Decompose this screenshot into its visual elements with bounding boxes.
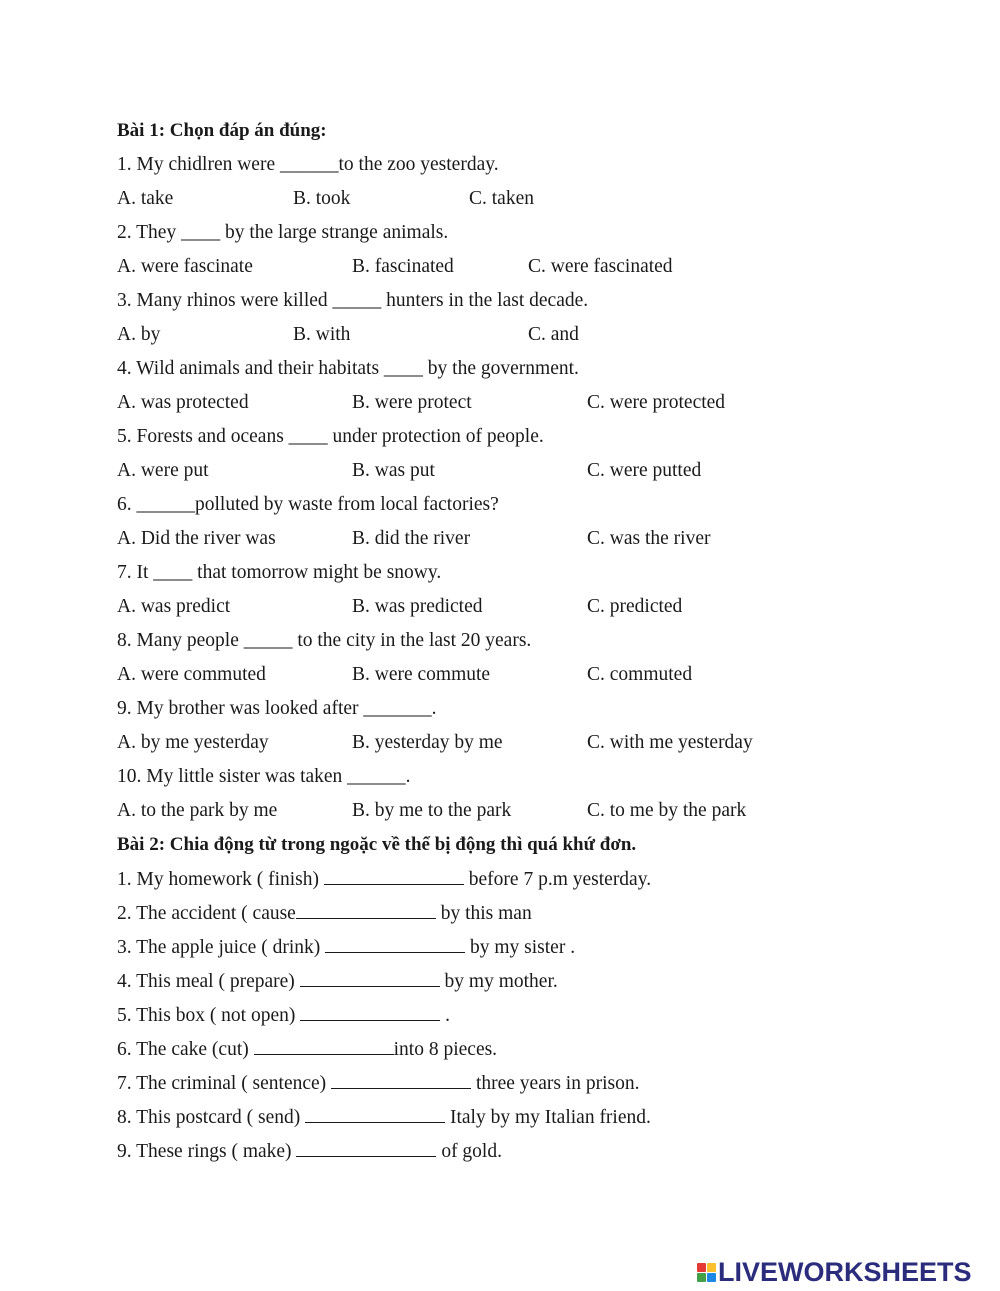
answer-blank[interactable] bbox=[296, 900, 436, 919]
item-rest: . bbox=[440, 1005, 451, 1026]
liveworksheets-logo bbox=[697, 1257, 972, 1288]
fill-in-item bbox=[117, 1104, 937, 1138]
fill-in-item bbox=[117, 866, 937, 900]
fill-in-item bbox=[117, 1138, 937, 1172]
option-a[interactable]: A. were commuted bbox=[117, 664, 266, 685]
option-c[interactable]: C. with me yesterday bbox=[587, 732, 753, 753]
question-stem: 3. Many rhinos were killed _____ hunters in the last decade. bbox=[117, 290, 589, 311]
question-stem: 7. It ____ that tomorrow might be snowy. bbox=[117, 562, 442, 583]
option-a[interactable]: A. were fascinate bbox=[117, 256, 253, 277]
liveworksheets-logo-icon bbox=[697, 1263, 716, 1282]
answer-blank[interactable] bbox=[296, 1138, 436, 1157]
logo-square-green bbox=[697, 1273, 706, 1282]
logo-square-blue bbox=[707, 1273, 716, 1282]
option-b[interactable]: B. took bbox=[293, 188, 351, 209]
option-c[interactable]: C. taken bbox=[469, 188, 534, 209]
option-b[interactable]: B. yesterday by me bbox=[352, 732, 503, 753]
option-b[interactable]: B. with bbox=[293, 324, 351, 345]
option-b[interactable]: B. fascinated bbox=[352, 256, 454, 277]
question-options bbox=[117, 254, 937, 288]
question-stem: 1. My chidlren were ______to the zoo yesterday. bbox=[117, 154, 499, 175]
fill-in-item bbox=[117, 1002, 937, 1036]
option-a[interactable]: A. by me yesterday bbox=[117, 732, 269, 753]
question-options bbox=[117, 730, 937, 764]
option-c[interactable]: C. to me by the park bbox=[587, 800, 747, 821]
option-b[interactable]: B. was predicted bbox=[352, 596, 483, 617]
question-stem: 5. Forests and oceans ____ under protection of people. bbox=[117, 426, 544, 447]
answer-blank[interactable] bbox=[305, 1104, 445, 1123]
option-c[interactable]: C. predicted bbox=[587, 596, 683, 617]
logo-square-red bbox=[697, 1263, 706, 1272]
item-prompt: 5. This box ( not open) bbox=[117, 1005, 301, 1026]
answer-blank[interactable] bbox=[325, 934, 465, 953]
item-rest: Italy by my Italian friend. bbox=[445, 1107, 651, 1128]
question-stem: 8. Many people _____ to the city in the last 20 years. bbox=[117, 630, 532, 651]
question-stem: 4. Wild animals and their habitats ____ by the government. bbox=[117, 358, 579, 379]
item-prompt: 4. This meal ( prepare) bbox=[117, 971, 300, 992]
option-a[interactable]: A. to the park by me bbox=[117, 800, 278, 821]
question-stem: 10. My little sister was taken ______. bbox=[117, 766, 411, 787]
question-stem: 2. They ____ by the large strange animals. bbox=[117, 222, 449, 243]
logo-square-yellow bbox=[707, 1263, 716, 1272]
fill-in-item bbox=[117, 1070, 937, 1104]
fill-in-item bbox=[117, 1036, 937, 1070]
option-c[interactable]: C. was the river bbox=[587, 528, 711, 549]
option-c[interactable]: C. were protected bbox=[587, 392, 726, 413]
question-stem: 6. ______polluted by waste from local factories? bbox=[117, 494, 499, 515]
answer-blank[interactable] bbox=[254, 1036, 394, 1055]
item-prompt: 6. The cake (cut) bbox=[117, 1039, 254, 1060]
option-c[interactable]: C. commuted bbox=[587, 664, 693, 685]
option-a[interactable]: A. was protected bbox=[117, 392, 249, 413]
option-a[interactable]: A. by bbox=[117, 324, 161, 345]
exercise-2-questions bbox=[117, 866, 937, 1172]
option-c[interactable]: C. were putted bbox=[587, 460, 702, 481]
answer-blank[interactable] bbox=[300, 1002, 440, 1021]
item-rest: of gold. bbox=[436, 1141, 502, 1162]
exercise-1-questions bbox=[117, 152, 937, 832]
question-stem: 9. My brother was looked after _______. bbox=[117, 698, 437, 719]
question-options bbox=[117, 186, 937, 220]
question-options bbox=[117, 594, 937, 628]
item-prompt: 9. These rings ( make) bbox=[117, 1141, 297, 1162]
item-rest: by my mother. bbox=[439, 971, 558, 992]
question-options bbox=[117, 322, 937, 356]
item-rest: before 7 p.m yesterday. bbox=[463, 869, 652, 890]
item-prompt: 2. The accident ( cause bbox=[117, 903, 296, 924]
question-options bbox=[117, 458, 937, 492]
question-options bbox=[117, 390, 937, 424]
brand-name: LIVEWORKSHEETS bbox=[718, 1257, 972, 1287]
option-b[interactable]: B. by me to the park bbox=[352, 800, 512, 821]
question-options bbox=[117, 662, 937, 696]
fill-in-item bbox=[117, 968, 937, 1002]
option-b[interactable]: B. were commute bbox=[352, 664, 491, 685]
option-c[interactable]: C. and bbox=[528, 324, 579, 345]
item-rest: by my sister . bbox=[465, 937, 576, 958]
option-a[interactable]: A. Did the river was bbox=[117, 528, 276, 549]
answer-blank[interactable] bbox=[324, 866, 464, 885]
worksheet bbox=[117, 118, 937, 1172]
option-a[interactable]: A. was predict bbox=[117, 596, 231, 617]
exercise-1-title: Bài 1: Chọn đáp án đúng: bbox=[117, 120, 327, 141]
question-options bbox=[117, 526, 937, 560]
item-rest: by this man bbox=[435, 903, 532, 924]
option-b[interactable]: B. did the river bbox=[352, 528, 471, 549]
fill-in-item bbox=[117, 934, 937, 968]
fill-in-item bbox=[117, 900, 937, 934]
answer-blank[interactable] bbox=[331, 1070, 471, 1089]
option-a[interactable]: A. take bbox=[117, 188, 174, 209]
answer-blank[interactable] bbox=[300, 968, 440, 987]
item-prompt: 3. The apple juice ( drink) bbox=[117, 937, 326, 958]
exercise-2-title: Bài 2: Chia động từ trong ngoặc về thể bị động thì quá khứ đơn. bbox=[117, 834, 637, 855]
item-rest: into 8 pieces. bbox=[393, 1039, 498, 1060]
option-c[interactable]: C. were fascinated bbox=[528, 256, 673, 277]
item-prompt: 7. The criminal ( sentence) bbox=[117, 1073, 332, 1094]
option-b[interactable]: B. were protect bbox=[352, 392, 472, 413]
option-a[interactable]: A. were put bbox=[117, 460, 209, 481]
item-prompt: 8. This postcard ( send) bbox=[117, 1107, 306, 1128]
item-prompt: 1. My homework ( finish) bbox=[117, 869, 324, 890]
question-options bbox=[117, 798, 937, 832]
option-b[interactable]: B. was put bbox=[352, 460, 435, 481]
item-rest: three years in prison. bbox=[471, 1073, 640, 1094]
